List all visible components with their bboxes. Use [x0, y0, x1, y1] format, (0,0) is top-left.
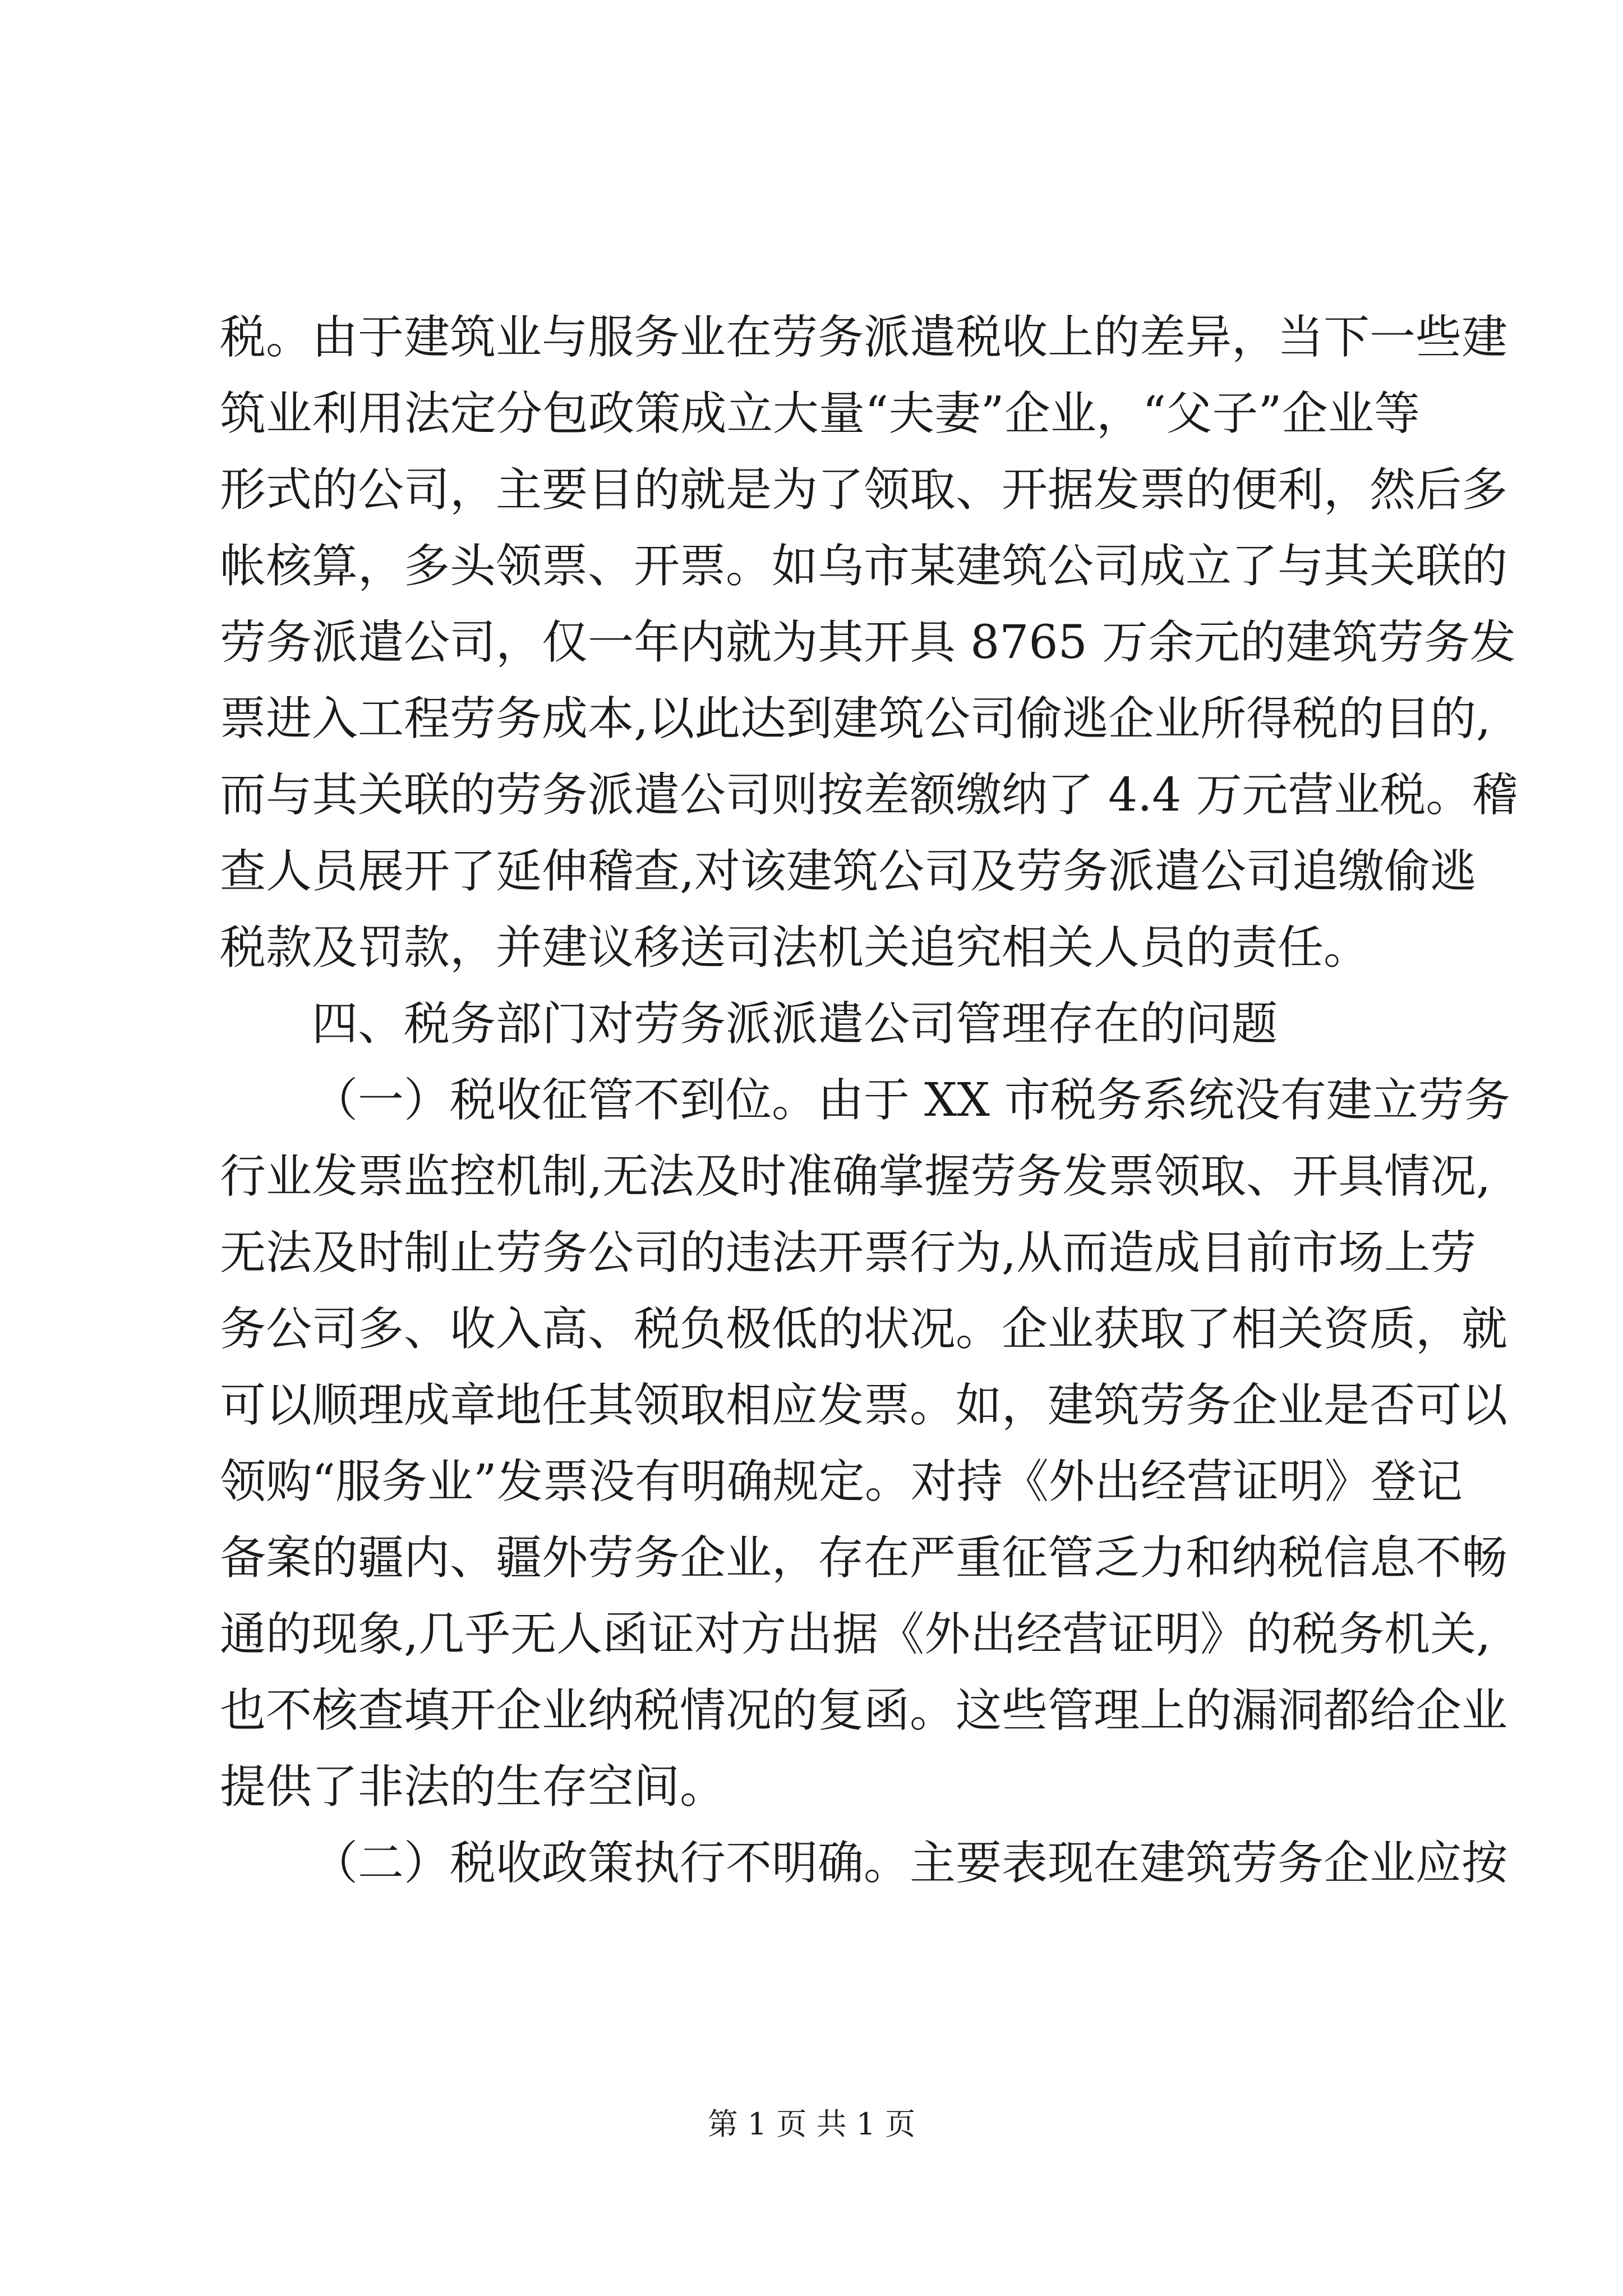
body-line-15: 可以顺理成章地任其领取相应发票。如，建筑劳务企业是否可以 — [220, 1379, 1508, 1432]
body-line-2: 筑业利用法定分包政策成立大量“夫妻”企业，“父子”企业等 — [220, 387, 1420, 440]
body-line-8: 查人员展开了延伸稽查,对该建筑公司及劳务派遣公司追缴偷逃 — [220, 845, 1477, 898]
body-line-13: 无法及时制止劳务公司的违法开票行为,从而造成目前市场上劳 — [220, 1226, 1477, 1280]
body-line-4: 帐核算，多头领票、开票。如乌市某建筑公司成立了与其关联的 — [220, 540, 1508, 593]
body-line-3: 形式的公司，主要目的就是为了领取、开据发票的便利，然后多 — [220, 463, 1508, 517]
body-line-19: 也不核查填开企业纳税情况的复函。这些管理上的漏洞都给企业 — [220, 1684, 1508, 1737]
body-line-21: （二）税收政策执行不明确。主要表现在建筑劳务企业应按 — [312, 1837, 1508, 1890]
body-line-1: 税。由于建筑业与服务业在劳务派遣税收上的差异，当下一些建 — [220, 311, 1508, 364]
page-footer: 第 1 页 共 1 页 — [707, 2106, 916, 2142]
body-line-6: 票进入工程劳务成本,以此达到建筑公司偷逃企业所得税的目的, — [220, 692, 1491, 746]
body-line-11: （一）税收征管不到位。由于 XX 市税务系统没有建立劳务 — [312, 1074, 1510, 1127]
body-line-18: 通的现象,几乎无人函证对方出据《外出经营证明》的税务机关, — [220, 1608, 1491, 1661]
section-heading-4: 四、税务部门对劳务派派遣公司管理存在的问题 — [312, 997, 1278, 1051]
body-line-5: 劳务派遣公司，仅一年内就为其开具 8765 万余元的建筑劳务发 — [220, 616, 1516, 669]
body-line-9: 税款及罚款，并建议移送司法机关追究相关人员的责任。 — [220, 921, 1370, 974]
body-line-7: 而与其关联的劳务派遣公司则按差额缴纳了 4.4 万元营业税。稽 — [220, 769, 1518, 822]
body-line-20: 提供了非法的生存空间。 — [220, 1760, 726, 1814]
body-line-14: 务公司多、收入高、税负极低的状况。企业获取了相关资质，就 — [220, 1303, 1508, 1356]
body-line-12: 行业发票监控机制,无法及时准确掌握劳务发票领取、开具情况, — [220, 1150, 1491, 1203]
body-line-17: 备案的疆内、疆外劳务企业，存在严重征管乏力和纳税信息不畅 — [220, 1531, 1508, 1585]
body-line-16: 领购“服务业”发票没有明确规定。对持《外出经营证明》登记 — [220, 1455, 1463, 1508]
